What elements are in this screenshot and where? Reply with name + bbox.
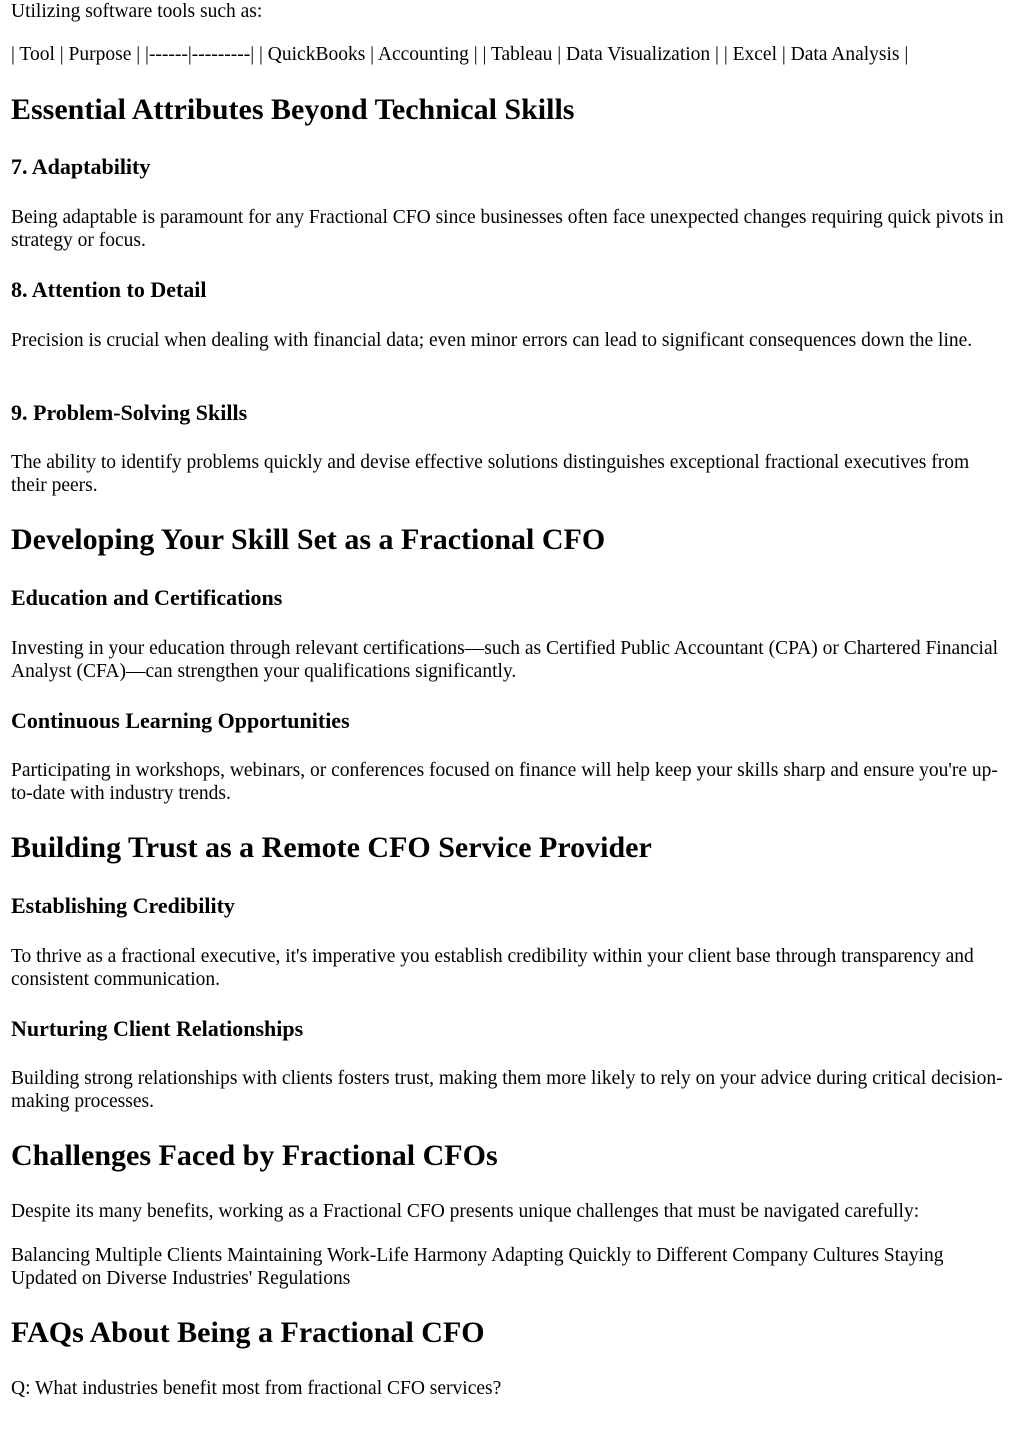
- faq-question: Q: What industries benefit most from fractional CFO services?: [11, 1378, 502, 1399]
- credibility-heading: Establishing Credibility: [11, 893, 235, 918]
- client-relationships-heading: Nurturing Client Relationships: [11, 1016, 304, 1041]
- developing-heading: Developing Your Skill Set as a Fractional CFO: [11, 523, 606, 556]
- tools-table-text: | Tool | Purpose | |------|---------| | QuickBooks | Accounting | | Tableau | Data Visualization | | Excel | Data Analysis |: [11, 44, 909, 65]
- credibility-paragraph: To thrive as a fractional executive, it's imperative you establish credibility within your client base through transparency and consistent communication.: [11, 946, 974, 990]
- faqs-heading: FAQs About Being a Fractional CFO: [11, 1316, 485, 1349]
- problem-solving-paragraph: The ability to identify problems quickly and devise effective solutions distinguishes exceptional fractional executives from their peers.: [11, 452, 970, 496]
- education-paragraph: Investing in your education through relevant certifications—such as Certified Public Accountant (CPA) or Chartered Financial Analyst (CFA)—can strengthen your qualifications significantly.: [11, 638, 999, 682]
- attributes-heading: Essential Attributes Beyond Technical Skills: [11, 93, 575, 126]
- continuous-learning-heading: Continuous Learning Opportunities: [11, 708, 350, 733]
- continuous-learning-paragraph: Participating in workshops, webinars, or conferences focused on finance will help keep your skills sharp and ensure you're up-to-date with industry trends.: [11, 760, 998, 804]
- attention-to-detail-heading: 8. Attention to Detail: [11, 277, 207, 302]
- challenges-list-text: Balancing Multiple Clients Maintaining Work-Life Harmony Adapting Quickly to Different Company Cultures Staying Updated on Diverse Industries' Regulations: [11, 1245, 944, 1289]
- trust-heading: Building Trust as a Remote CFO Service Provider: [11, 831, 652, 864]
- challenges-heading: Challenges Faced by Fractional CFOs: [11, 1139, 498, 1172]
- client-relationships-paragraph: Building strong relationships with clients fosters trust, making them more likely to rely on your advice during critical decision-making processes.: [11, 1068, 1003, 1112]
- problem-solving-heading: 9. Problem-Solving Skills: [11, 400, 248, 425]
- tools-lead-text: Utilizing software tools such as:: [11, 1, 263, 22]
- challenges-intro-paragraph: Despite its many benefits, working as a Fractional CFO presents unique challenges that must be navigated carefully:: [11, 1201, 920, 1222]
- attention-to-detail-paragraph: Precision is crucial when dealing with financial data; even minor errors can lead to significant consequences down the line.: [11, 330, 973, 351]
- adaptability-heading: 7. Adaptability: [11, 154, 151, 179]
- education-heading: Education and Certifications: [11, 585, 283, 610]
- adaptability-paragraph: Being adaptable is paramount for any Fractional CFO since businesses often face unexpected changes requiring quick pivots in strategy or focus.: [11, 207, 1004, 251]
